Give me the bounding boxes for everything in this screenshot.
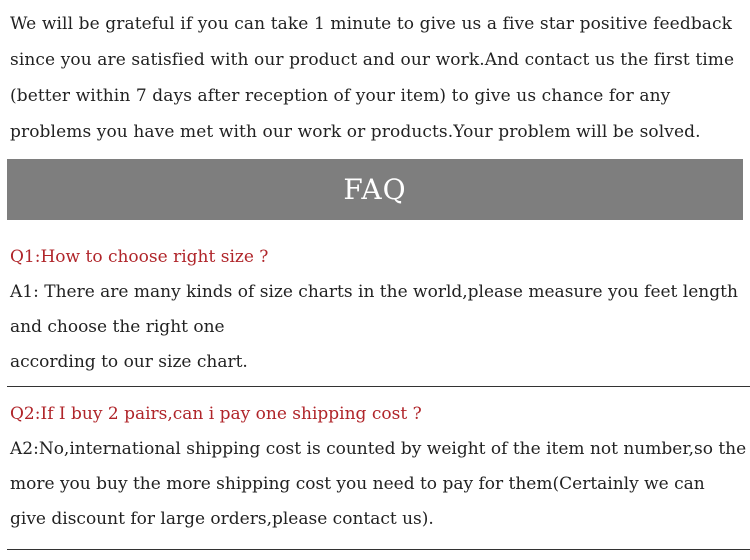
intro-paragraph	[10, 6, 742, 150]
intro-line: problems you have met with our work or products.Your problem will be solved.	[10, 122, 701, 142]
faq-answer-line: A2:No,international shipping cost is counted by weight of the item not number,so the	[10, 439, 747, 459]
intro-line: since you are satisfied with our product and our work.And contact us the first time	[10, 50, 735, 70]
faq-answer-line: and choose the right one	[10, 317, 225, 337]
faq-answer-line: give discount for large orders,please contact us).	[10, 509, 434, 529]
faq-title: FAQ	[343, 173, 407, 206]
faq-item-2	[10, 397, 747, 537]
faq-answer-line: according to our size chart.	[10, 352, 248, 372]
divider-1	[7, 386, 750, 387]
intro-line: (better within 7 days after reception of your item) to give us chance for any	[10, 86, 671, 106]
faq-banner	[7, 159, 743, 220]
faq-item-1	[10, 240, 742, 380]
faq-answer-line: more you buy the more shipping cost you need to pay for them(Certainly we can	[10, 474, 705, 494]
divider-2	[7, 549, 750, 550]
faq-answer-line: A1: There are many kinds of size charts in the world,please measure you feet length	[10, 282, 738, 302]
faq-question-2: Q2:If I buy 2 pairs,can i pay one shipping cost ?	[10, 404, 422, 424]
intro-line: We will be grateful if you can take 1 minute to give us a five star positive feedback	[10, 14, 733, 34]
faq-question-1: Q1:How to choose right size ?	[10, 247, 269, 267]
